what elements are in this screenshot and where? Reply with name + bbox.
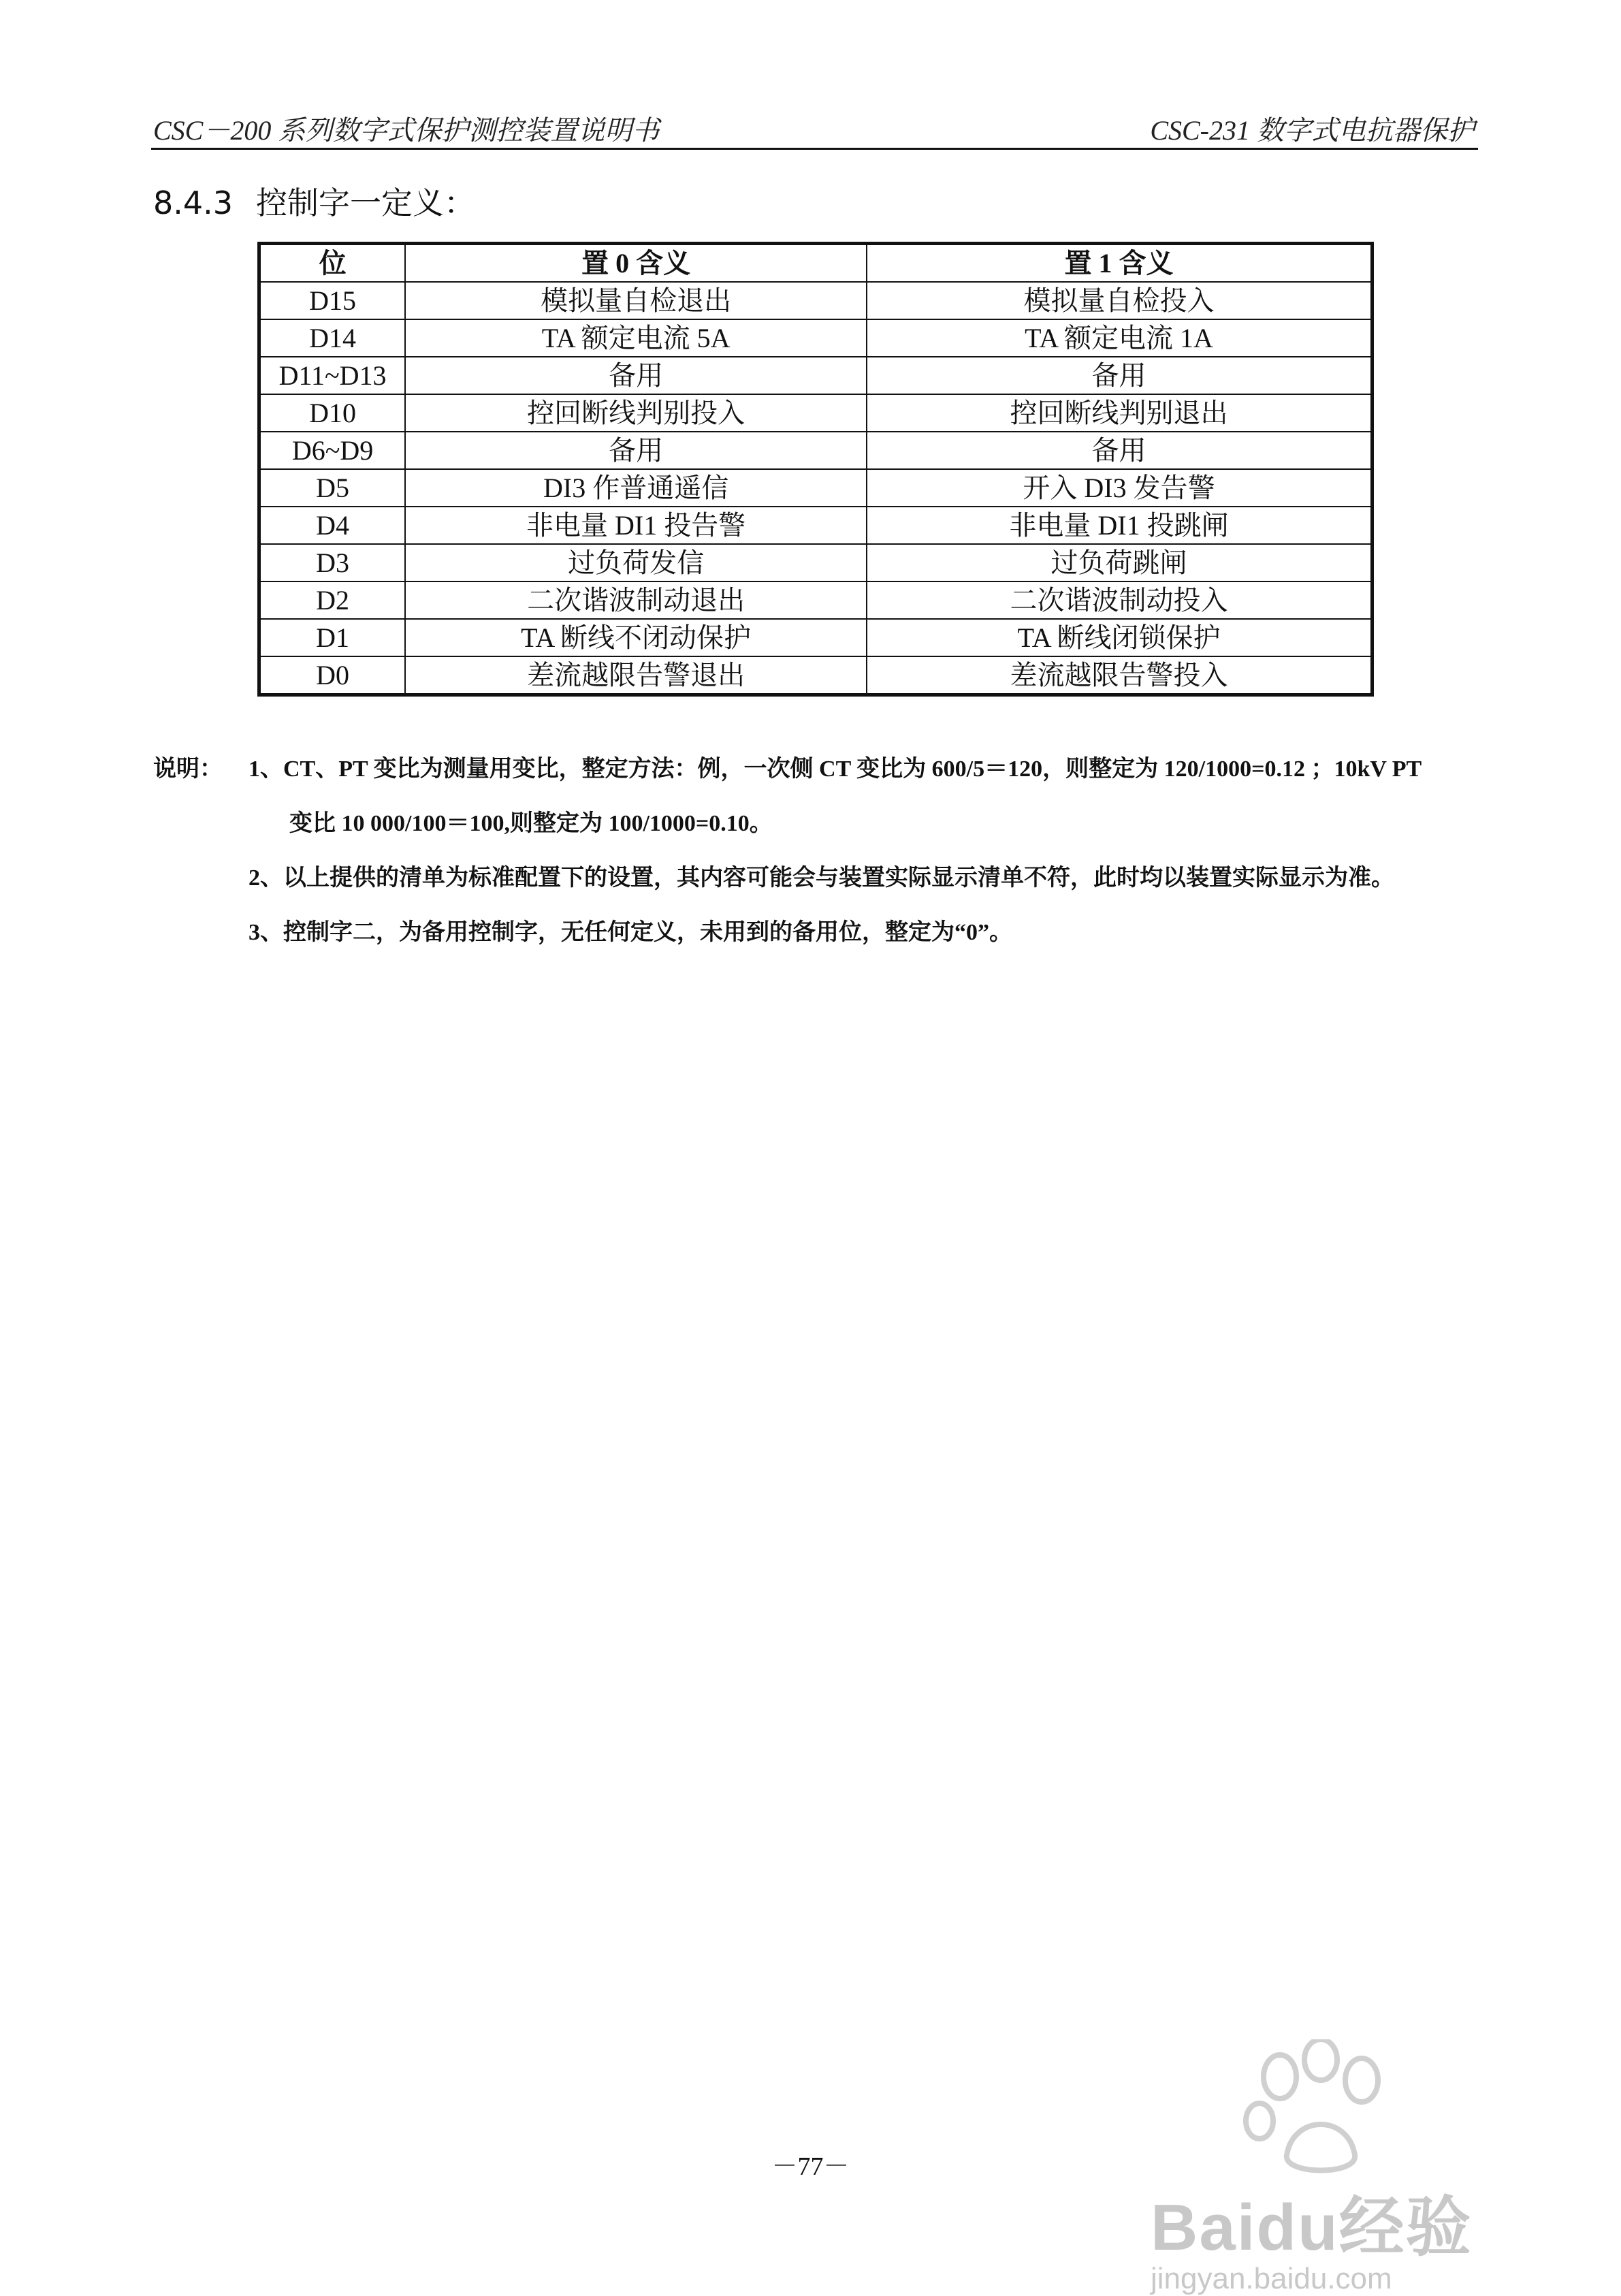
set0-cell: 备用 [405,357,867,394]
note-item-1-continued: 变比 10 000/100＝100,则整定为 100/1000=0.10。 [289,811,773,836]
note-line [153,750,1481,805]
section-number: 8.4.3 [153,185,234,221]
set1-cell: 二次谐波制动投入 [867,581,1372,619]
bit-cell: D15 [259,282,406,319]
bit-cell: D5 [259,469,406,507]
bit-cell: D2 [259,581,406,619]
set1-cell: TA 断线闭锁保护 [867,619,1372,656]
control-word-table [257,242,1374,697]
set1-cell: 非电量 DI1 投跳闸 [867,507,1372,544]
table-row [259,656,1373,695]
set0-cell: 二次谐波制动退出 [405,581,867,619]
set0-cell: DI3 作普通遥信 [405,469,867,507]
set0-cell: 备用 [405,432,867,469]
baidu-watermark [1151,2175,1532,2295]
bit-cell: D1 [259,619,406,656]
paw-watermark-icon [1239,2039,1396,2182]
bit-cell: D6~D9 [259,432,406,469]
table-header-row [259,244,1373,283]
table-row [259,469,1373,507]
bit-cell: D3 [259,544,406,581]
table-row [259,319,1373,357]
document-header-title: CSC－200 系列数字式保护测控装置说明书 [153,115,660,146]
table-row [259,581,1373,619]
note-item-1: 1、CT、PT 变比为测量用变比，整定方法：例，一次侧 CT 变比为 600/5＝120，则整定为 120/1000=0.12 ；10kV PT [248,756,1422,782]
watermark-url: jingyan.baidu.com [1151,2262,1392,2295]
set1-cell: 差流越限告警投入 [867,656,1372,695]
set1-cell: TA 额定电流 1A [867,319,1372,357]
note-item-3: 3、控制字二，为备用控制字，无任何定义，未用到的备用位，整定为“0”。 [248,920,1012,945]
notes-section [153,750,1481,968]
note-item-2: 2、以上提供的清单为标准配置下的设置，其内容可能会与装置实际显示清单不符，此时均以装置实际显示为准。 [248,865,1394,891]
header-divider [151,148,1478,150]
bit-cell: D11~D13 [259,357,406,394]
page-number: －77－ [771,2152,850,2181]
table-row [259,282,1373,319]
table-row [259,507,1373,544]
bit-cell: D0 [259,656,406,695]
bit-cell: D14 [259,319,406,357]
set1-cell: 备用 [867,357,1372,394]
set1-cell: 备用 [867,432,1372,469]
column-header-set1: 置 1 含义 [867,244,1372,283]
table-row [259,432,1373,469]
table-row [259,394,1373,432]
set0-cell: 非电量 DI1 投告警 [405,507,867,544]
bit-cell: D10 [259,394,406,432]
column-header-bit: 位 [259,244,406,283]
section-heading [153,178,475,223]
set0-cell: 差流越限告警退出 [405,656,867,695]
note-line [153,859,1481,914]
column-header-set0: 置 0 含义 [405,244,867,283]
section-title: 控制字一定义： [256,185,476,221]
set1-cell: 控回断线判别退出 [867,394,1372,432]
set0-cell: TA 额定电流 5A [405,319,867,357]
set0-cell: 控回断线判别投入 [405,394,867,432]
notes-label: 说明： [153,756,223,782]
set1-cell: 开入 DI3 发告警 [867,469,1372,507]
table-row [259,619,1373,656]
note-line [153,805,1481,859]
note-line [153,914,1481,968]
set1-cell: 模拟量自检投入 [867,282,1372,319]
table-row [259,357,1373,394]
set0-cell: 过负荷发信 [405,544,867,581]
set0-cell: TA 断线不闭动保护 [405,619,867,656]
table-row [259,544,1373,581]
document-header-subtitle: CSC-231 数字式电抗器保护 [1150,115,1475,146]
bit-cell: D4 [259,507,406,544]
watermark-logo-text: Baidu经验 [1151,2191,1473,2264]
set1-cell: 过负荷跳闸 [867,544,1372,581]
set0-cell: 模拟量自检退出 [405,282,867,319]
